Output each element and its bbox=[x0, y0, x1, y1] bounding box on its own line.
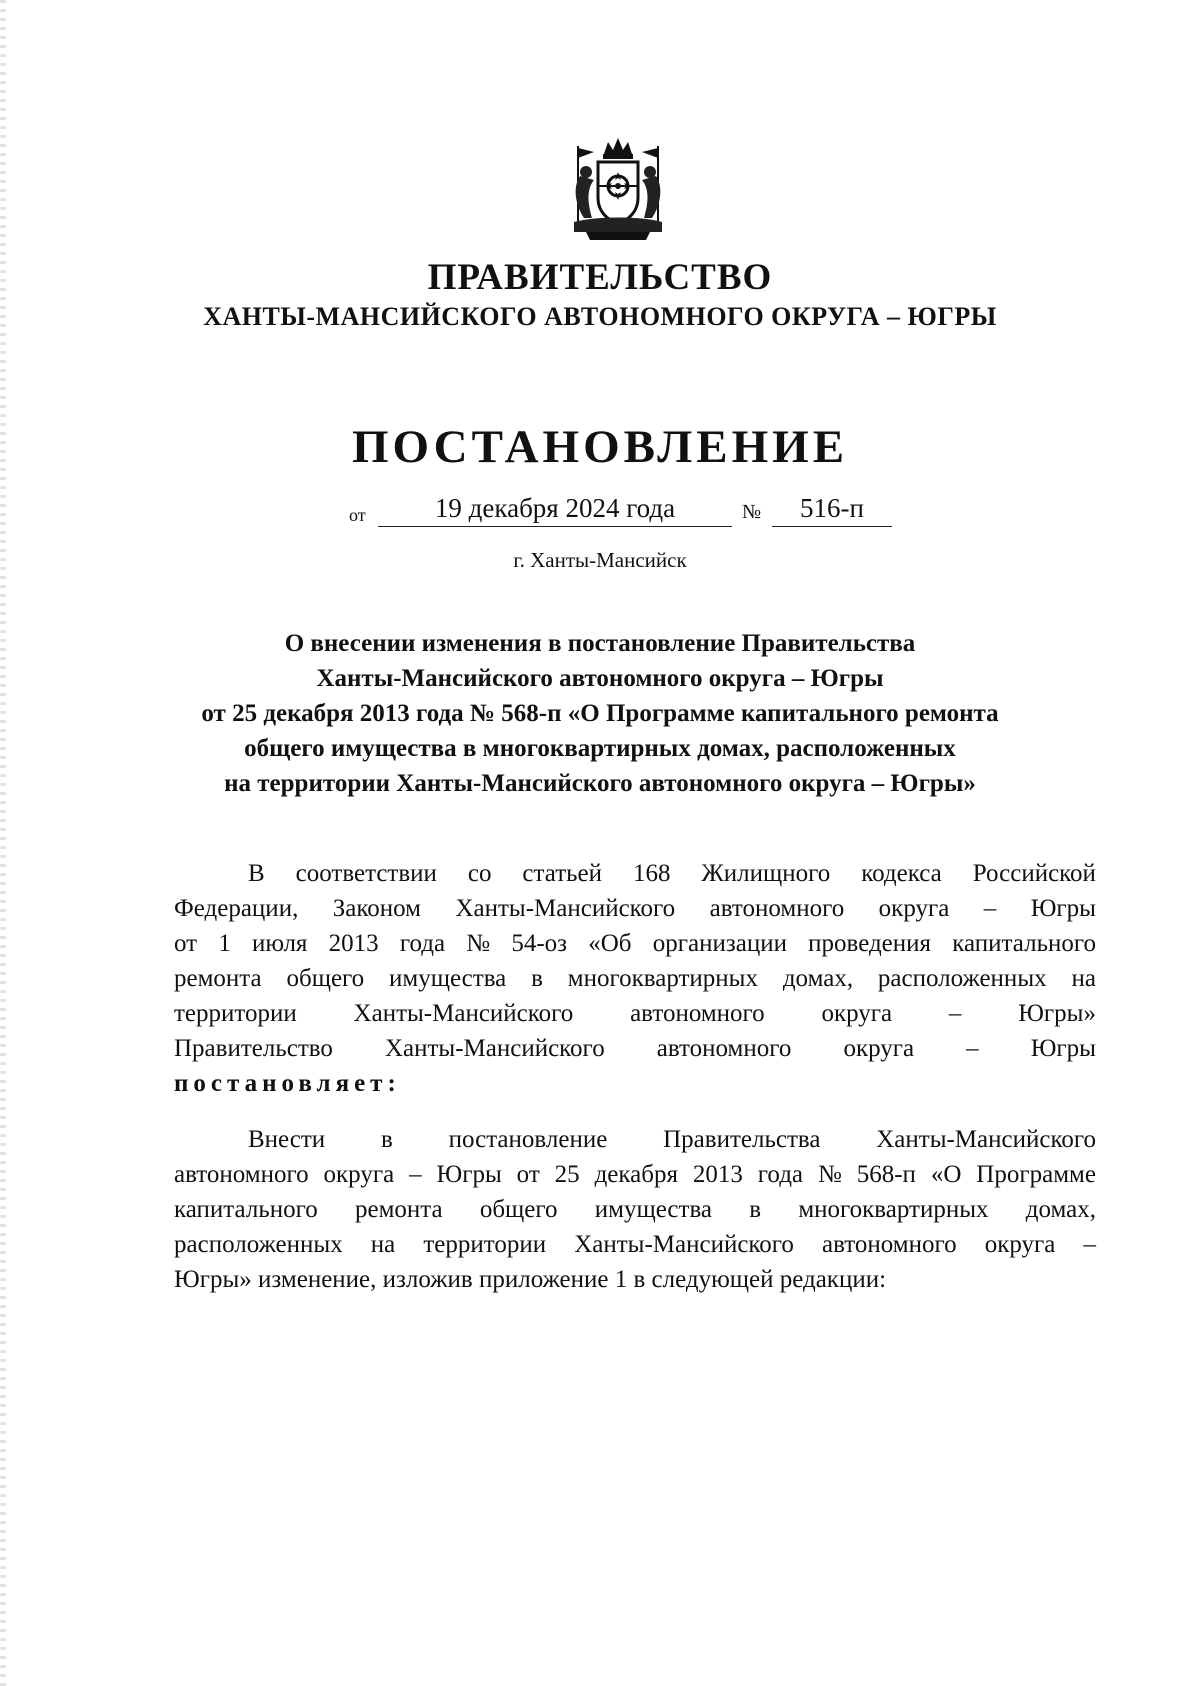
region-title: ХАНТЫ-МАНСИЙСКОГО АВТОНОМНОГО ОКРУГА – ЮГРЫ bbox=[203, 302, 997, 331]
body-word: автономного bbox=[709, 895, 845, 922]
heading-line: от 25 декабря 2013 года № 568-п «О Программе капитального ремонта bbox=[201, 700, 999, 727]
body-word: – bbox=[409, 1161, 422, 1188]
body-word: многоквартирных bbox=[567, 965, 758, 992]
body-word: Правительство bbox=[174, 1035, 333, 1062]
body-word: автономного bbox=[174, 1161, 309, 1188]
body-word: 2013 bbox=[328, 930, 379, 957]
body-word: округа bbox=[984, 1231, 1056, 1258]
heading-line: общего имущества в многоквартирных домах, расположенных bbox=[244, 735, 956, 762]
body-line bbox=[174, 1227, 1096, 1262]
body-word: на bbox=[1071, 965, 1096, 992]
government-title: ПРАВИТЕЛЬСТВО bbox=[427, 257, 773, 298]
body-word: кодекса bbox=[861, 860, 942, 887]
resolves-word: постановляет: bbox=[174, 1070, 401, 1097]
body-word: 568-п bbox=[856, 1161, 916, 1188]
body-line bbox=[174, 1262, 1096, 1297]
body-line bbox=[174, 1122, 1096, 1157]
paragraph-amendment bbox=[174, 1122, 1096, 1297]
body-word: – bbox=[948, 1000, 962, 1027]
body-word: домах, bbox=[1025, 1196, 1096, 1223]
city: г. Ханты-Мансийск bbox=[513, 548, 687, 572]
body-word: В bbox=[248, 860, 265, 887]
scan-edge bbox=[0, 0, 6, 1686]
date-value: 19 декабря 2024 года bbox=[378, 493, 732, 527]
body-word: на bbox=[370, 1231, 396, 1258]
body-word: общего bbox=[479, 1196, 558, 1223]
body-word: статьей bbox=[522, 860, 602, 887]
body-word: Программе bbox=[976, 1161, 1096, 1188]
body-word: Внести bbox=[248, 1126, 326, 1153]
body-line bbox=[174, 856, 1096, 891]
body-word: общего bbox=[286, 965, 365, 992]
body-word: территории bbox=[174, 1000, 297, 1027]
body-word: в bbox=[749, 1196, 762, 1223]
body-word: домах, bbox=[782, 965, 854, 992]
body-word: года bbox=[399, 930, 446, 957]
body-word: территории bbox=[423, 1231, 547, 1258]
body-word: Югры bbox=[1030, 895, 1096, 922]
body-word: автономного bbox=[630, 1000, 765, 1027]
body-word: № bbox=[466, 930, 491, 957]
body-word: ремонта bbox=[354, 1196, 443, 1223]
body-word: имущества bbox=[389, 965, 507, 992]
heading-line: Ханты-Мансийского автономного округа – Югры bbox=[316, 665, 884, 692]
body-line bbox=[174, 996, 1096, 1031]
body-line bbox=[174, 891, 1096, 926]
body-word: 25 bbox=[554, 1161, 580, 1188]
body-word: округа bbox=[878, 895, 950, 922]
body-word: автономного bbox=[822, 1231, 957, 1258]
body-word: Ханты-Мансийского bbox=[384, 1035, 605, 1062]
document-type: ПОСТАНОВЛЕНИЕ bbox=[351, 421, 849, 473]
body-word: Ханты-Мансийского bbox=[353, 1000, 574, 1027]
body-line bbox=[174, 1066, 1096, 1101]
body-word: 1 bbox=[218, 930, 231, 957]
body-line bbox=[174, 961, 1096, 996]
body-line bbox=[174, 1157, 1096, 1192]
body-word: капитального bbox=[174, 1196, 318, 1223]
body-word: округа bbox=[323, 1161, 395, 1188]
paragraph-preamble bbox=[174, 856, 1096, 1101]
body-word: от bbox=[174, 930, 198, 957]
body-word: от bbox=[516, 1161, 540, 1188]
body-word: Югры bbox=[1030, 1035, 1096, 1062]
body-word: «О bbox=[930, 1161, 962, 1188]
body-word: 168 bbox=[632, 860, 671, 887]
body-word: расположенных bbox=[174, 1231, 343, 1258]
body-word: соответствии bbox=[295, 860, 437, 887]
body-word: «Об bbox=[588, 930, 632, 957]
body-word: со bbox=[467, 860, 492, 887]
document-heading bbox=[150, 626, 1050, 801]
body-word: декабря bbox=[594, 1161, 678, 1188]
body-word: – bbox=[983, 895, 997, 922]
body-word: проведения bbox=[808, 930, 932, 957]
body-word: Югры» bbox=[1018, 1000, 1096, 1027]
body-word: расположенных bbox=[877, 965, 1047, 992]
body-word: Ханты-Мансийского bbox=[574, 1231, 794, 1258]
body-word: Правительства bbox=[663, 1126, 821, 1153]
body-word: Ханты-Мансийского bbox=[876, 1126, 1096, 1153]
body-word: Жилищного bbox=[701, 860, 831, 887]
heading-line: на территории Ханты-Мансийского автономного округа – Югры» bbox=[224, 770, 976, 797]
body-word: автономного bbox=[656, 1035, 792, 1062]
body-word: Российской bbox=[972, 860, 1096, 887]
body-word: имущества bbox=[594, 1196, 713, 1223]
body-line bbox=[174, 1192, 1096, 1227]
body-word: – bbox=[966, 1035, 979, 1062]
body-word: Югры bbox=[436, 1161, 502, 1188]
number-label: № bbox=[742, 501, 762, 523]
body-word: капитального bbox=[952, 930, 1096, 957]
coat-of-arms-icon bbox=[566, 136, 670, 246]
body-word: – bbox=[1083, 1231, 1096, 1258]
body-word: многоквартирных bbox=[798, 1196, 989, 1223]
body-word: постановление bbox=[448, 1126, 608, 1153]
date-label: от bbox=[349, 505, 366, 525]
body-line bbox=[174, 1031, 1096, 1066]
body-word: округа bbox=[821, 1000, 893, 1027]
date-number-line bbox=[0, 493, 1200, 533]
body-word: округа bbox=[843, 1035, 915, 1062]
body-line bbox=[174, 926, 1096, 961]
body-word: Федерации, bbox=[174, 895, 299, 922]
body-line-text: Югры» изменение, изложив приложение 1 в следующей редакции: bbox=[174, 1266, 887, 1293]
body-word: организации bbox=[652, 930, 787, 957]
body-word: Ханты-Мансийского bbox=[455, 895, 676, 922]
body-word: года bbox=[757, 1161, 804, 1188]
body-word: № bbox=[817, 1161, 842, 1188]
body-word: в bbox=[531, 965, 543, 992]
body-word: в bbox=[380, 1126, 393, 1153]
heading-line: О внесении изменения в постановление Правительства bbox=[284, 630, 916, 657]
body-word: ремонта bbox=[174, 965, 262, 992]
number-value: 516-п bbox=[772, 493, 892, 527]
body-word: 54-оз bbox=[511, 930, 568, 957]
body-word: июля bbox=[252, 930, 308, 957]
body-word: Законом bbox=[332, 895, 421, 922]
body-word: 2013 bbox=[692, 1161, 743, 1188]
